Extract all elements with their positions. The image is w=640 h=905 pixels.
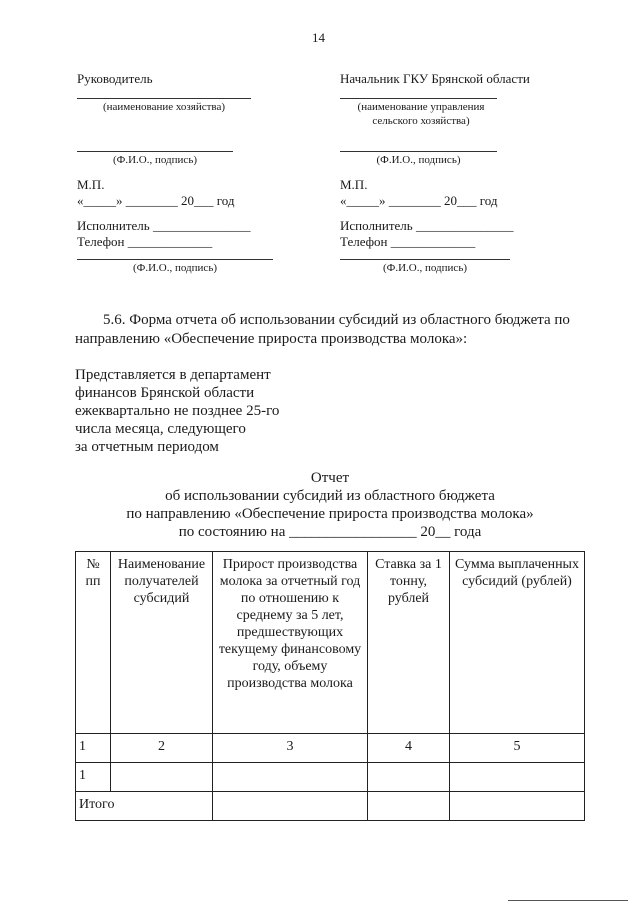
table-cell [213,792,368,821]
right-phone: Телефон _____________ [340,234,476,249]
table-row [76,763,585,792]
left-signature-caption: (Ф.И.О., подпись) [113,154,197,166]
table-cell: 3 [213,734,368,763]
right-executor-caption: (Ф.И.О., подпись) [383,262,467,274]
left-executor-caption: (Ф.И.О., подпись) [133,262,217,274]
page-edge-mark [508,900,628,901]
right-stamp: М.П. [340,177,368,192]
right-org-caption-line1: (наименование управления [357,101,485,113]
left-phone: Телефон _____________ [77,234,213,249]
table-cell [213,763,368,792]
table-header-row [76,552,585,734]
table-cell [450,763,585,792]
table-cell [368,763,450,792]
header-cell-sum: Сумма выплаченных субсидий (рублей) [450,552,585,734]
right-title: Начальник ГКУ Брянской области [340,71,530,86]
report-title-line: по направлению «Обеспечение прироста производства молока» [126,506,534,522]
note-line: за отчетным периодом [75,439,219,455]
right-executor: Исполнитель _______________ [340,218,514,233]
report-title-line: об использовании субсидий из областного бюджета [165,488,495,504]
table-cell: 2 [111,734,213,763]
note-line: Представляется в департамент [75,367,271,383]
page-number: 14 [312,30,325,45]
right-org-caption-line2: сельского хозяйства) [372,115,470,127]
left-org-caption: (наименование хозяйства) [102,101,226,113]
table-cell: 4 [368,734,450,763]
report-table [75,551,585,821]
table-cell: 5 [450,734,585,763]
table-total-row [76,792,585,821]
header-cell-number: № пп [76,552,111,734]
report-title-line: Отчет [310,470,350,486]
table-cell [450,792,585,821]
right-date-line: «_____» ________ 20___ год [340,193,498,208]
left-stamp: М.П. [77,177,105,192]
header-cell-rate: Ставка за 1 тонну, рублей [368,552,450,734]
table-cell: 1 [76,734,111,763]
left-executor: Исполнитель _______________ [77,218,251,233]
table-cell [368,792,450,821]
table-cell: 1 [76,763,111,792]
right-signature-caption: (Ф.И.О., подпись) [376,154,461,166]
left-date-line: «_____» ________ 20___ год [77,193,235,208]
note-line: числа месяца, следующего [75,421,246,437]
table-cell [111,763,213,792]
header-cell-milk-growth: Прирост производства молока за отчетный год по отношению к среднему за 5 лет, предшествующих текущему финансовому году, объему производства молока [213,552,368,734]
header-cell-recipients: Наименование получателей субсидий [111,552,213,734]
table-numbers-row [76,734,585,763]
report-title-line: по состоянию на _________________ 20__ года [178,524,482,540]
section-heading-line2: направлению «Обеспечение прироста производства молока»: [75,331,468,347]
note-line: финансов Брянской области [75,385,255,401]
total-label: Итого [76,792,213,821]
section-heading-line1: 5.6. Форма отчета об использовании субсидий из областного бюджета по [103,312,570,328]
left-title: Руководитель [77,71,153,86]
note-line: ежеквартально не позднее 25-го [75,403,280,419]
